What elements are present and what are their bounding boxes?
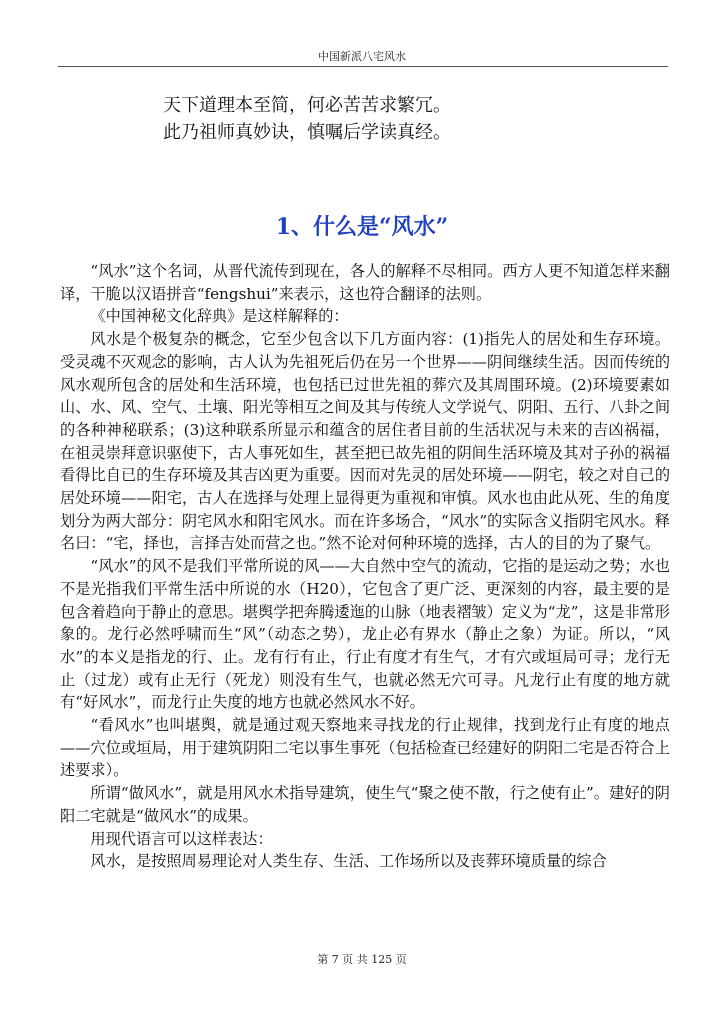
section-title: 1、什么是“风水” xyxy=(275,214,449,240)
verse-line-1: 天下道理本至简，何必苦苦求繁冗。 xyxy=(163,95,451,116)
paragraph: 风水，是按照周易理论对人类生存、生活、工作场所以及丧葬环境质量的综合 xyxy=(90,852,607,871)
paragraph: 风水是个极复杂的概念，它至少包含以下几方面内容：(1)指先人的居处和生存环境。受灵魂不灭观念的影响，古人认为先祖死后仍在另一个世界——阴间继续生活。因而传统的风水观所包含的居处和生活环境，也包括已过世先祖的葬穴及其周围环境。(2)环境要素如山、水、风、空气、土壤、阳光等相互之间及其与传统人文学说气、阴阳、五行、八卦之间的各种神秘联系；(3)这种联系所显示和蕴含的居住者目前的生活状况与未来的吉凶祸福，在祖灵崇拜意识驱使下，古人事死如生，甚至把已故先祖的阴间生活环境及其对子孙的祸福看得比自已的生存环境及其吉凶更为重要。因而对先灵的居处环境——阴宅，较之对自己的居处环境——阳宅，古人在选择与处理上显得更为重视和审慎。风水也由此从死、生的角度划分为两大部分：阴宅风水和阳宅风水。而在许多场合，“风水”的实际含义指阴宅风水。释名曰：“宅，择也，言择吉处而营之也。”然不论对何种环境的选择，古人的目的为了聚气。 xyxy=(60,330,670,553)
opening-verse xyxy=(163,92,623,146)
header-divider xyxy=(58,66,668,67)
page-number: 第 7 页 共 125 页 xyxy=(317,953,407,966)
paragraph: 《中国神秘文化辞典》是这样解释的： xyxy=(90,307,349,326)
paragraph: 所谓“做风水”，就是用风水术指导建筑，使生气“聚之使不散，行之使有止”。建好的阴阳二宅就是“做风水”的成果。 xyxy=(60,784,670,825)
paragraph: “风水”这个名词，从晋代流传到现在，各人的解释不尽相同。西方人更不知道怎样来翻译，干脆以汉语拼音“fengshui”来表示，这也符合翻译的法则。 xyxy=(60,262,670,303)
paragraph: “看风水”也叫堪舆，就是通过观天察地来寻找龙的行止规律，找到龙行止有度的地点——穴位或垣局，用于建筑阴阳二宅以事生事死（包括检查已经建好的阴阳二宅是否符合上述要求）。 xyxy=(60,716,670,780)
paragraph: 用现代语言可以这样表达： xyxy=(90,829,273,848)
body-text xyxy=(60,260,670,873)
running-header: 中国新派八宅风水 xyxy=(318,50,406,63)
paragraph: “风水”的风不是我们平常所说的风——大自然中空气的流动，它指的是运动之势；水也不是光指我们平常生活中所说的水（H20），它包含了更广泛、更深刻的内容，最主要的是包含着趋向于静止的意思。堪舆学把奔腾逶迤的山脉（地表褶皱）定义为“龙”，这是非常形象的。龙行必然呼啸而生“风”（动态之势），龙止必有界水（静止之象）为证。所以，“风水”的本义是指龙的行、止。龙有行有止，行止有度才有生气，才有穴或垣局可寻；龙行无止（过龙）或有止无行（死龙）则没有生气，也就必然无穴可寻。凡龙行止有度的地方就有“好风水”，而龙行止失度的地方也就必然风水不好。 xyxy=(60,557,670,712)
verse-line-2: 此乃祖师真妙诀，慎嘱后学读真经。 xyxy=(163,122,451,143)
